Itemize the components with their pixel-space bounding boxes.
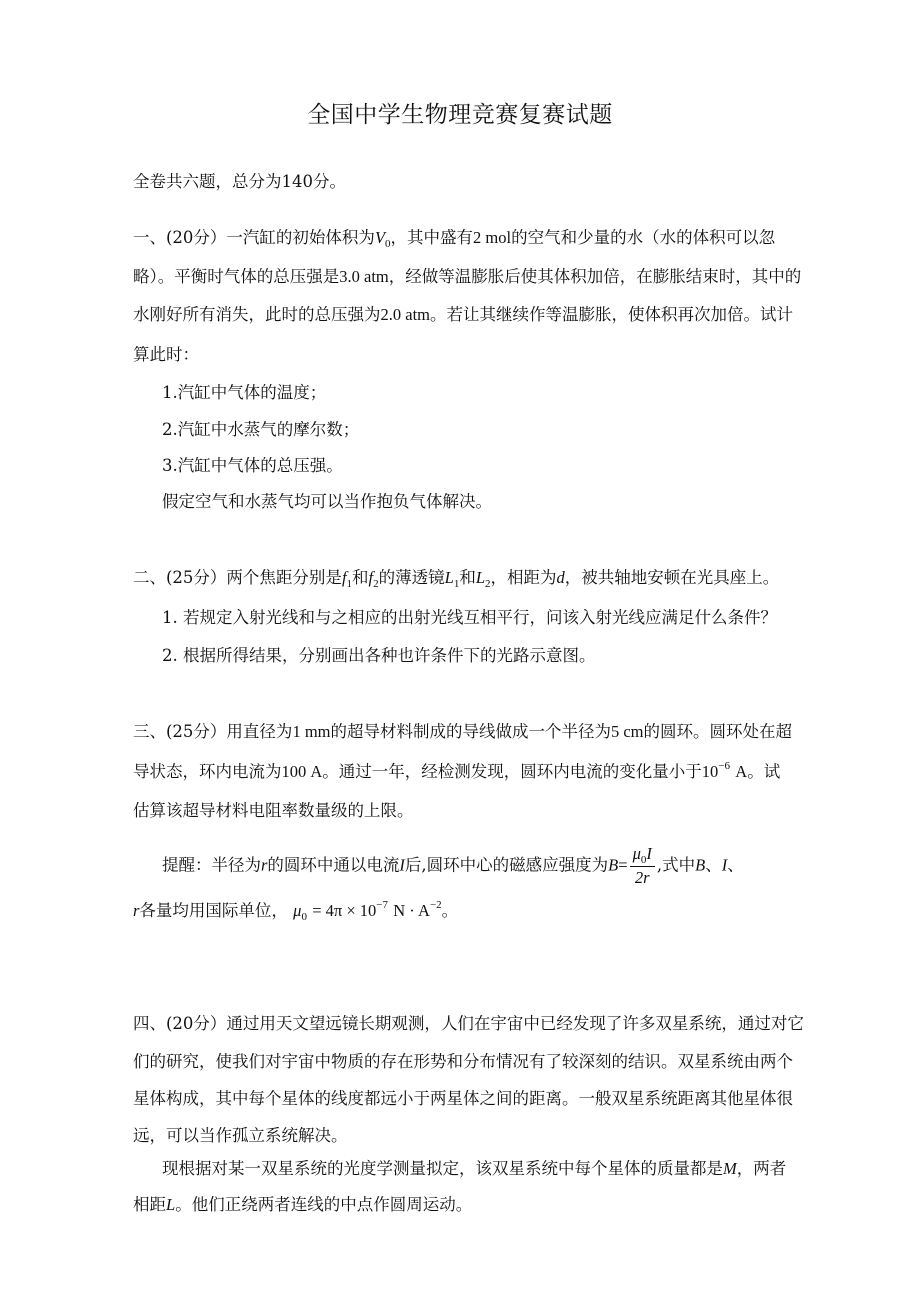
mu-fraction: $\frac{\mu_0I}{2r}$: [630, 846, 655, 886]
q1-line-4: 算此时：: [133, 345, 199, 364]
q3-line-5: r各量均用国际单位， $\mu_0 = 4\pi \times 10^{-7}$ $N \cdot A^{-2}$。: [133, 899, 459, 923]
q3-hint: 提醒：半径为r的圆环中通以电流I后,圆环中心的磁感应强度为B= $\frac{\mu_0I}{2r}$ ,式中B、I、: [162, 844, 744, 887]
q4-line-6: 相距L。他们正绕两者连线的中点作圆周运动。: [133, 1195, 473, 1214]
q2-item-1: 1. 若规定入射光线和与之相应的出射光线互相平行，问该入射光线应满足什么条件？: [162, 608, 777, 627]
q4-line-4: 远，可以当作孤立系统解决。: [133, 1126, 348, 1145]
q1-item-3: 3.汽缸中气体的总压强。: [162, 456, 343, 475]
q4-line-3: 星体构成，其中每个星体的线度都远小于两星体之间的距离。一般双星系统距离其他星体很: [133, 1089, 793, 1108]
intro-text: 全卷共六题，总分为140分。: [133, 172, 346, 191]
q1-text: 略）。平衡时气体的总压强是3.0 atm，经做等温膨胀后使其体积加倍，在膨胀结束时，其中的: [133, 267, 802, 286]
q1-item-1: 1.汽缸中气体的温度；: [162, 383, 327, 402]
q1-text: 一、(20分）一汽缸的初始体积为$V_0$，其中盛有2 mol的空气和少量的水（水的体积可以忽: [133, 228, 776, 250]
q4-line-1: 四、(20分）通过用天文望远镜长期观测，人们在宇宙中已经发现了许多双星系统，通过对它: [133, 1014, 804, 1033]
q3-line-1: 三、(25分）用直径为1 mm的超导材料制成的导线做成一个半径为5 cm的圆环。圆环处在超: [133, 722, 793, 741]
page-title: 全国中学生物理竞赛复赛试题: [307, 102, 613, 128]
q2-line-1: 二、(25分）两个焦距分别是$f_1$和$f_2$的薄透镜$L_1$和$L_2$，相距为d，被共轴地安顿在光具座上。: [133, 568, 780, 590]
q4-line-2: 们的研究，使我们对宇宙中物质的存在形势和分布情况有了较深刻的结识。双星系统由两个: [133, 1052, 793, 1071]
q1-line-3: 水刚好所有消失，此时的总压强为2.0 atm。若让其继续作等温膨胀，使体积再次加倍。试计: [133, 305, 793, 324]
q1-line-1: [133, 226, 788, 250]
q4-line-5: 现根据对某一双星系统的光度学测量拟定，该双星系统中每个星体的质量都是M，两者: [162, 1159, 787, 1178]
q3-line-2: 导状态，环内电流为100 A。通过一年，经检测发现，圆环内电流的变化量小于$10^{-6}$ A。试: [133, 760, 781, 781]
q1-note: 假定空气和水蒸气均可以当作抱负气体解决。: [162, 492, 492, 511]
q1-item-2: 2.汽缸中水蒸气的摩尔数；: [162, 420, 360, 439]
q2-item-2: 2. 根据所得结果，分别画出各种也许条件下的光路示意图。: [162, 646, 596, 665]
q1-line-2: [133, 265, 802, 289]
q3-line-3: 估算该超导材料电阻率数量级的上限。: [133, 801, 414, 820]
